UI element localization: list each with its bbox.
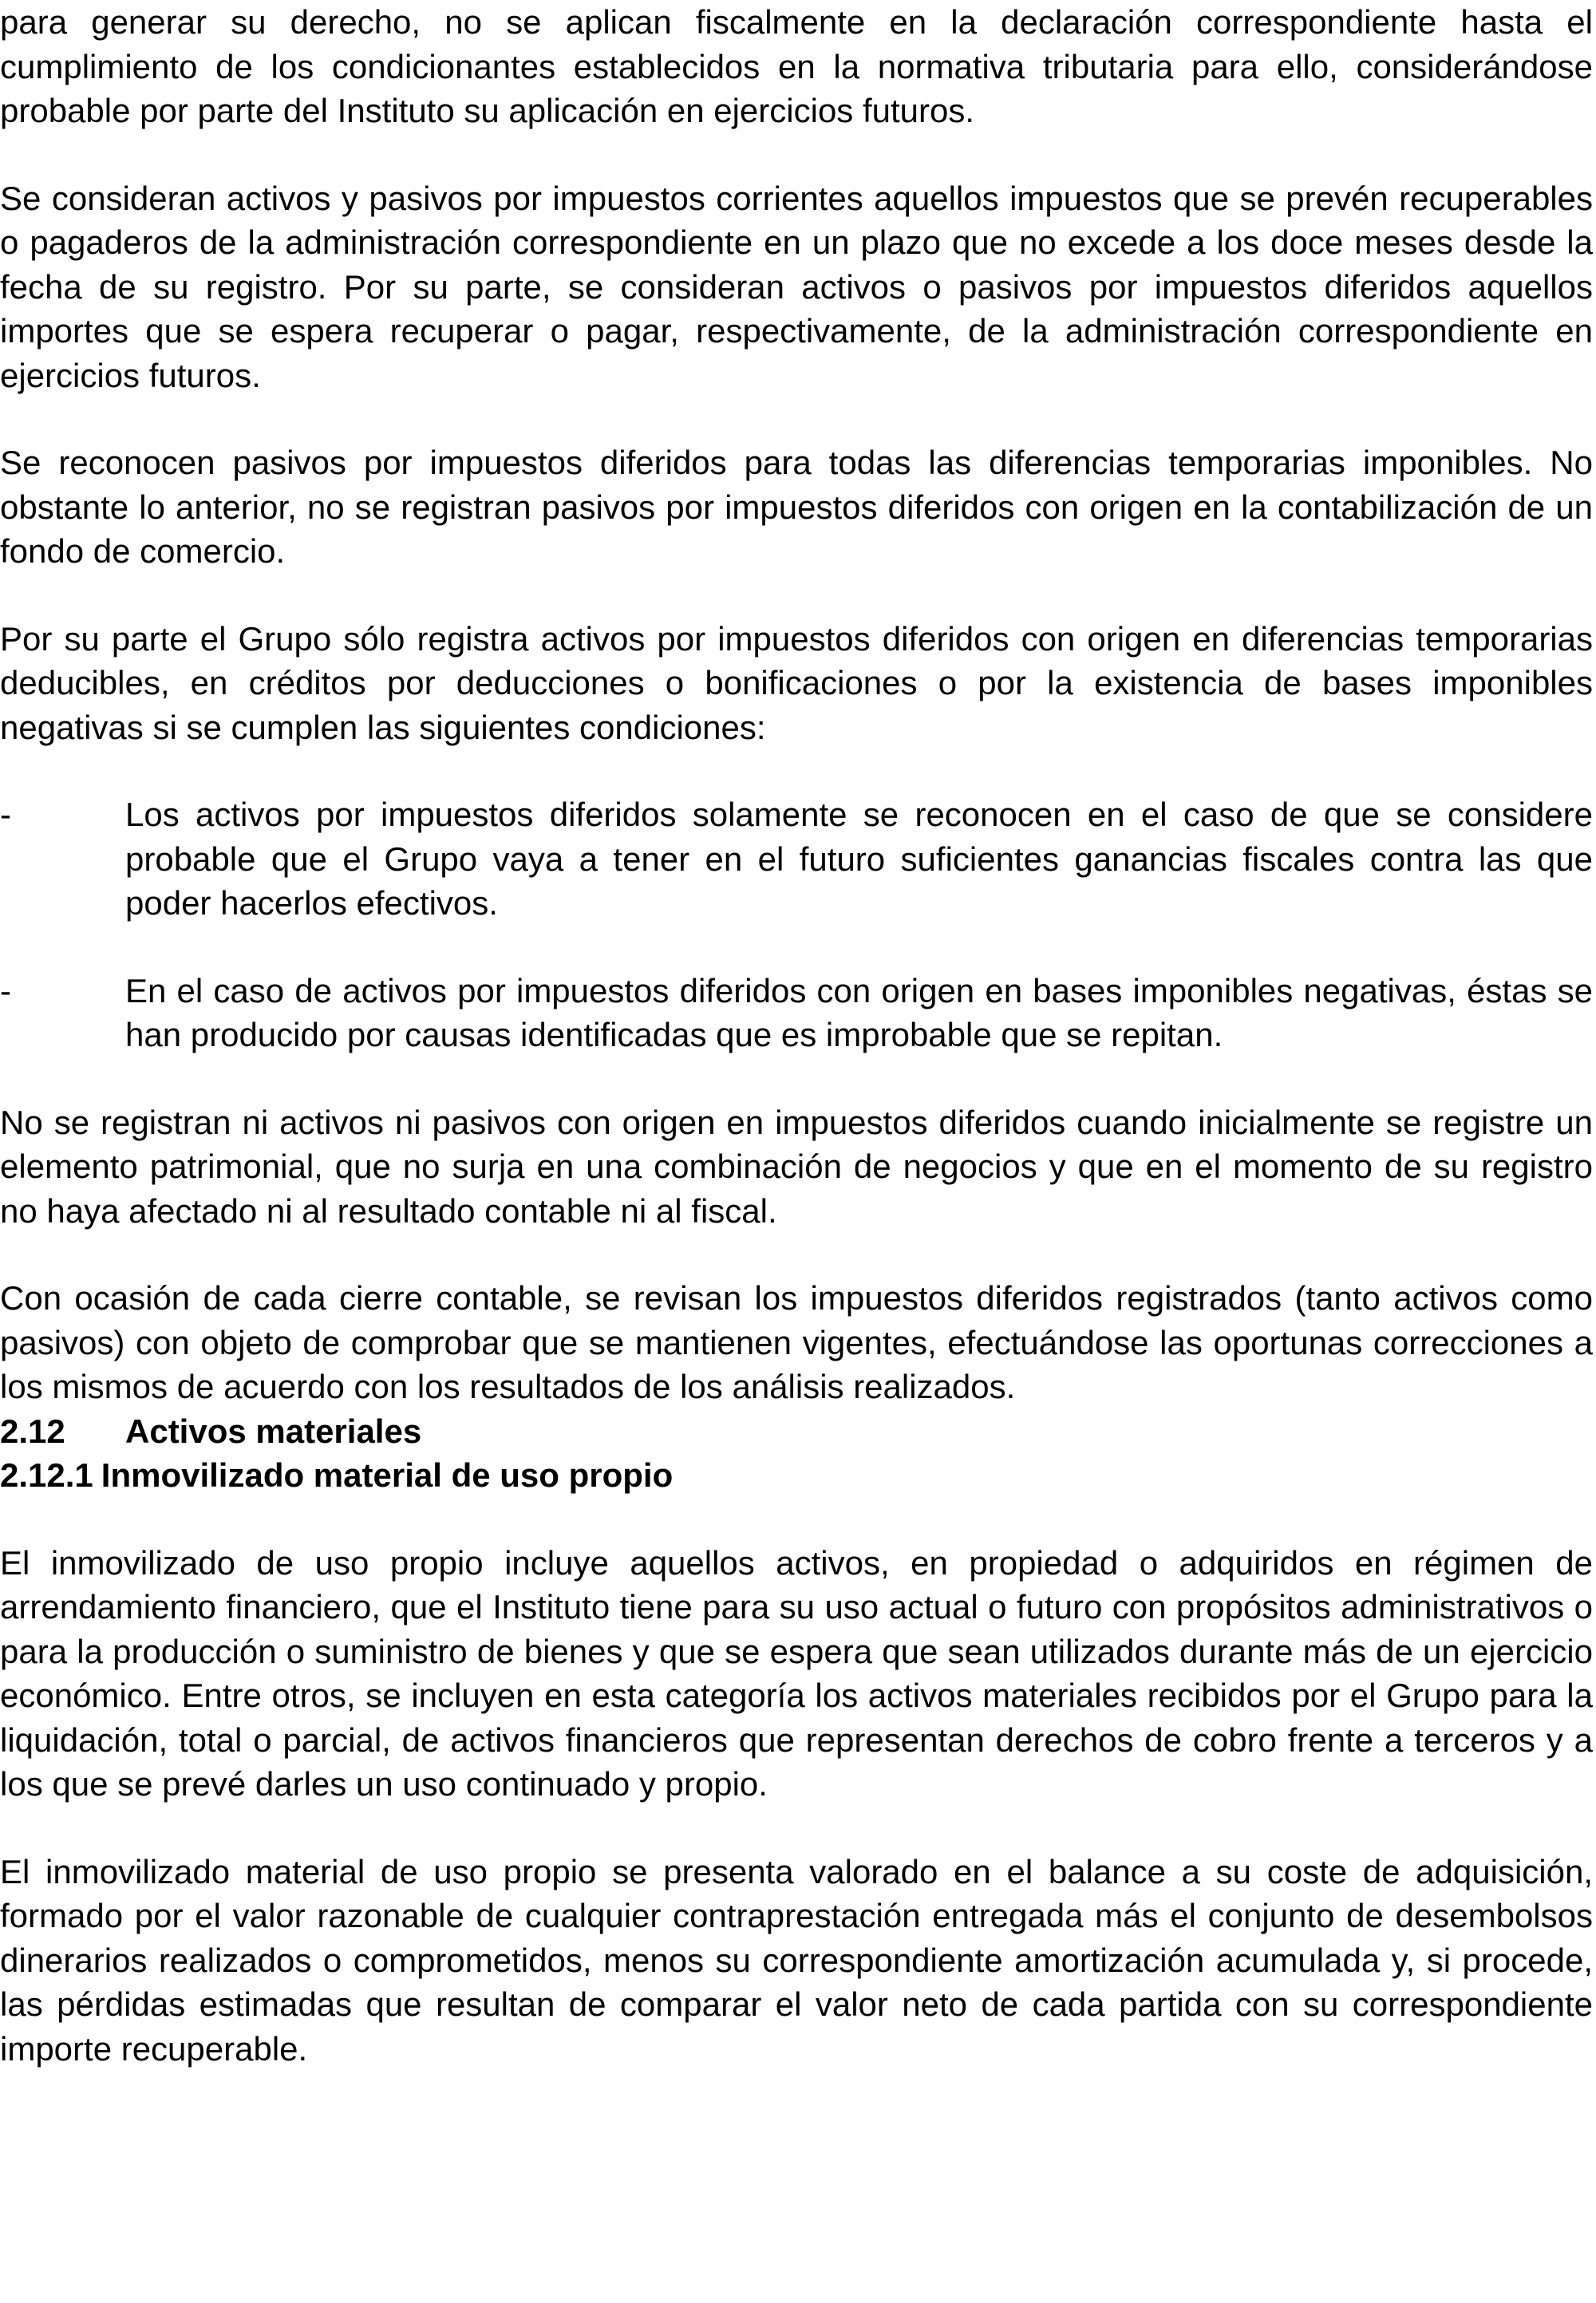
section-number: 2.12 [0,1412,65,1450]
bullet-dash: - [0,796,11,833]
paragraph-no-registration: No se registran ni activos ni pasivos con origen en impuestos diferidos cuando inicialmente se registre un elemento patrimonial, que no surja en una combinación de negocios y que en el momento de su registro no haya afectado ni al resultado contable ni al fiscal. [0,1103,1593,1230]
subsection-title: Inmovilizado material de uso propio [101,1456,674,1494]
list-item-text: Los activos por impuestos diferidos solamente se reconocen en el caso de que se considere probable que el Grupo vaya a tener en el futuro suficientes ganancias fiscales contra las que poder hacerlos efectivos. [125,796,1593,922]
list-item-condition-2 [0,969,1593,1057]
paragraph-current-deferred-taxes: Se consideran activos y pasivos por impuestos corrientes aquellos impuestos que se prevén recuperables o pagaderos de la administración correspondiente en un plazo que no excede a los doce meses desde la fecha de su registro. Por su parte, se consideran activos o pasivos por impuestos diferidos aquellos importes que se espera recuperar o pagar, respectivamente, de la administración correspondiente en ejercicios futuros. [0,179,1593,394]
section-heading [0,1409,1593,1454]
bullet-dash: - [0,971,11,1009]
paragraph-own-use-valuation: El inmovilizado material de uso propio se presenta valorado en el balance a su coste de adquisición, formado por el valor razonable de cualquier contraprestación entregada más el conjunto de desembolsos dinerarios realizados o comprometidos, menos su correspondiente amortización acumulada y, si procede, las pérdidas estimadas que resultan de comparar el valor neto de cada partida con su correspondiente importe recuperable. [0,1852,1593,2068]
list-item-text: En el caso de activos por impuestos diferidos con origen en bases imponibles negativas, éstas se han producido por causas identificadas que es improbable que se repitan. [125,971,1593,1053]
paragraph-own-use-definition: El inmovilizado de uso propio incluye aquellos activos, en propiedad o adquiridos en régimen de arrendamiento financiero, que el Instituto tiene para su uso actual o futuro con propósitos administrativos o para la producción o suministro de bienes y que se espera que sean utilizados durante más de un ejercicio económico. Entre otros, se incluyen en esta categoría los activos materiales recibidos por el Grupo para la liquidación, total o parcial, de activos financieros que representan derechos de cobro frente a terceros y a los que se prevé darles un uso continuado y propio. [0,1543,1593,1803]
subsection-number: 2.12.1 [0,1456,93,1494]
paragraph-tax-rights: para generar su derecho, no se aplican fiscalmente en la declaración correspondiente hasta el cumplimiento de los condicionantes establecidos en la normativa tributaria para ello, considerándose probable por parte del Instituto su aplicación en ejercicios futuros. [0,3,1593,129]
subsection-heading [0,1453,1593,1498]
list-item-condition-1 [0,792,1593,926]
paragraph-deferred-tax-assets-conditions: Por su parte el Grupo sólo registra activos por impuestos diferidos con origen en diferencias temporarias deducibles, en créditos por deducciones o bonificaciones o por la existencia de bases imponibles negativas si se cumplen las siguientes condiciones: [0,619,1593,746]
paragraph-deferred-tax-liabilities: Se reconocen pasivos por impuestos diferidos para todas las diferencias temporarias imponibles. No obstante lo anterior, no se registran pasivos por impuestos diferidos con origen en la contabilización de un fondo de comercio. [0,444,1593,570]
section-title: Activos materiales [125,1412,422,1450]
paragraph-closing-review: Con ocasión de cada cierre contable, se revisan los impuestos diferidos registrados (tanto activos como pasivos) con objeto de comprobar que se mantienen vigentes, efectuándose las oportunas correcciones a los mismos de acuerdo con los resultados de los análisis realizados. [0,1279,1593,1405]
